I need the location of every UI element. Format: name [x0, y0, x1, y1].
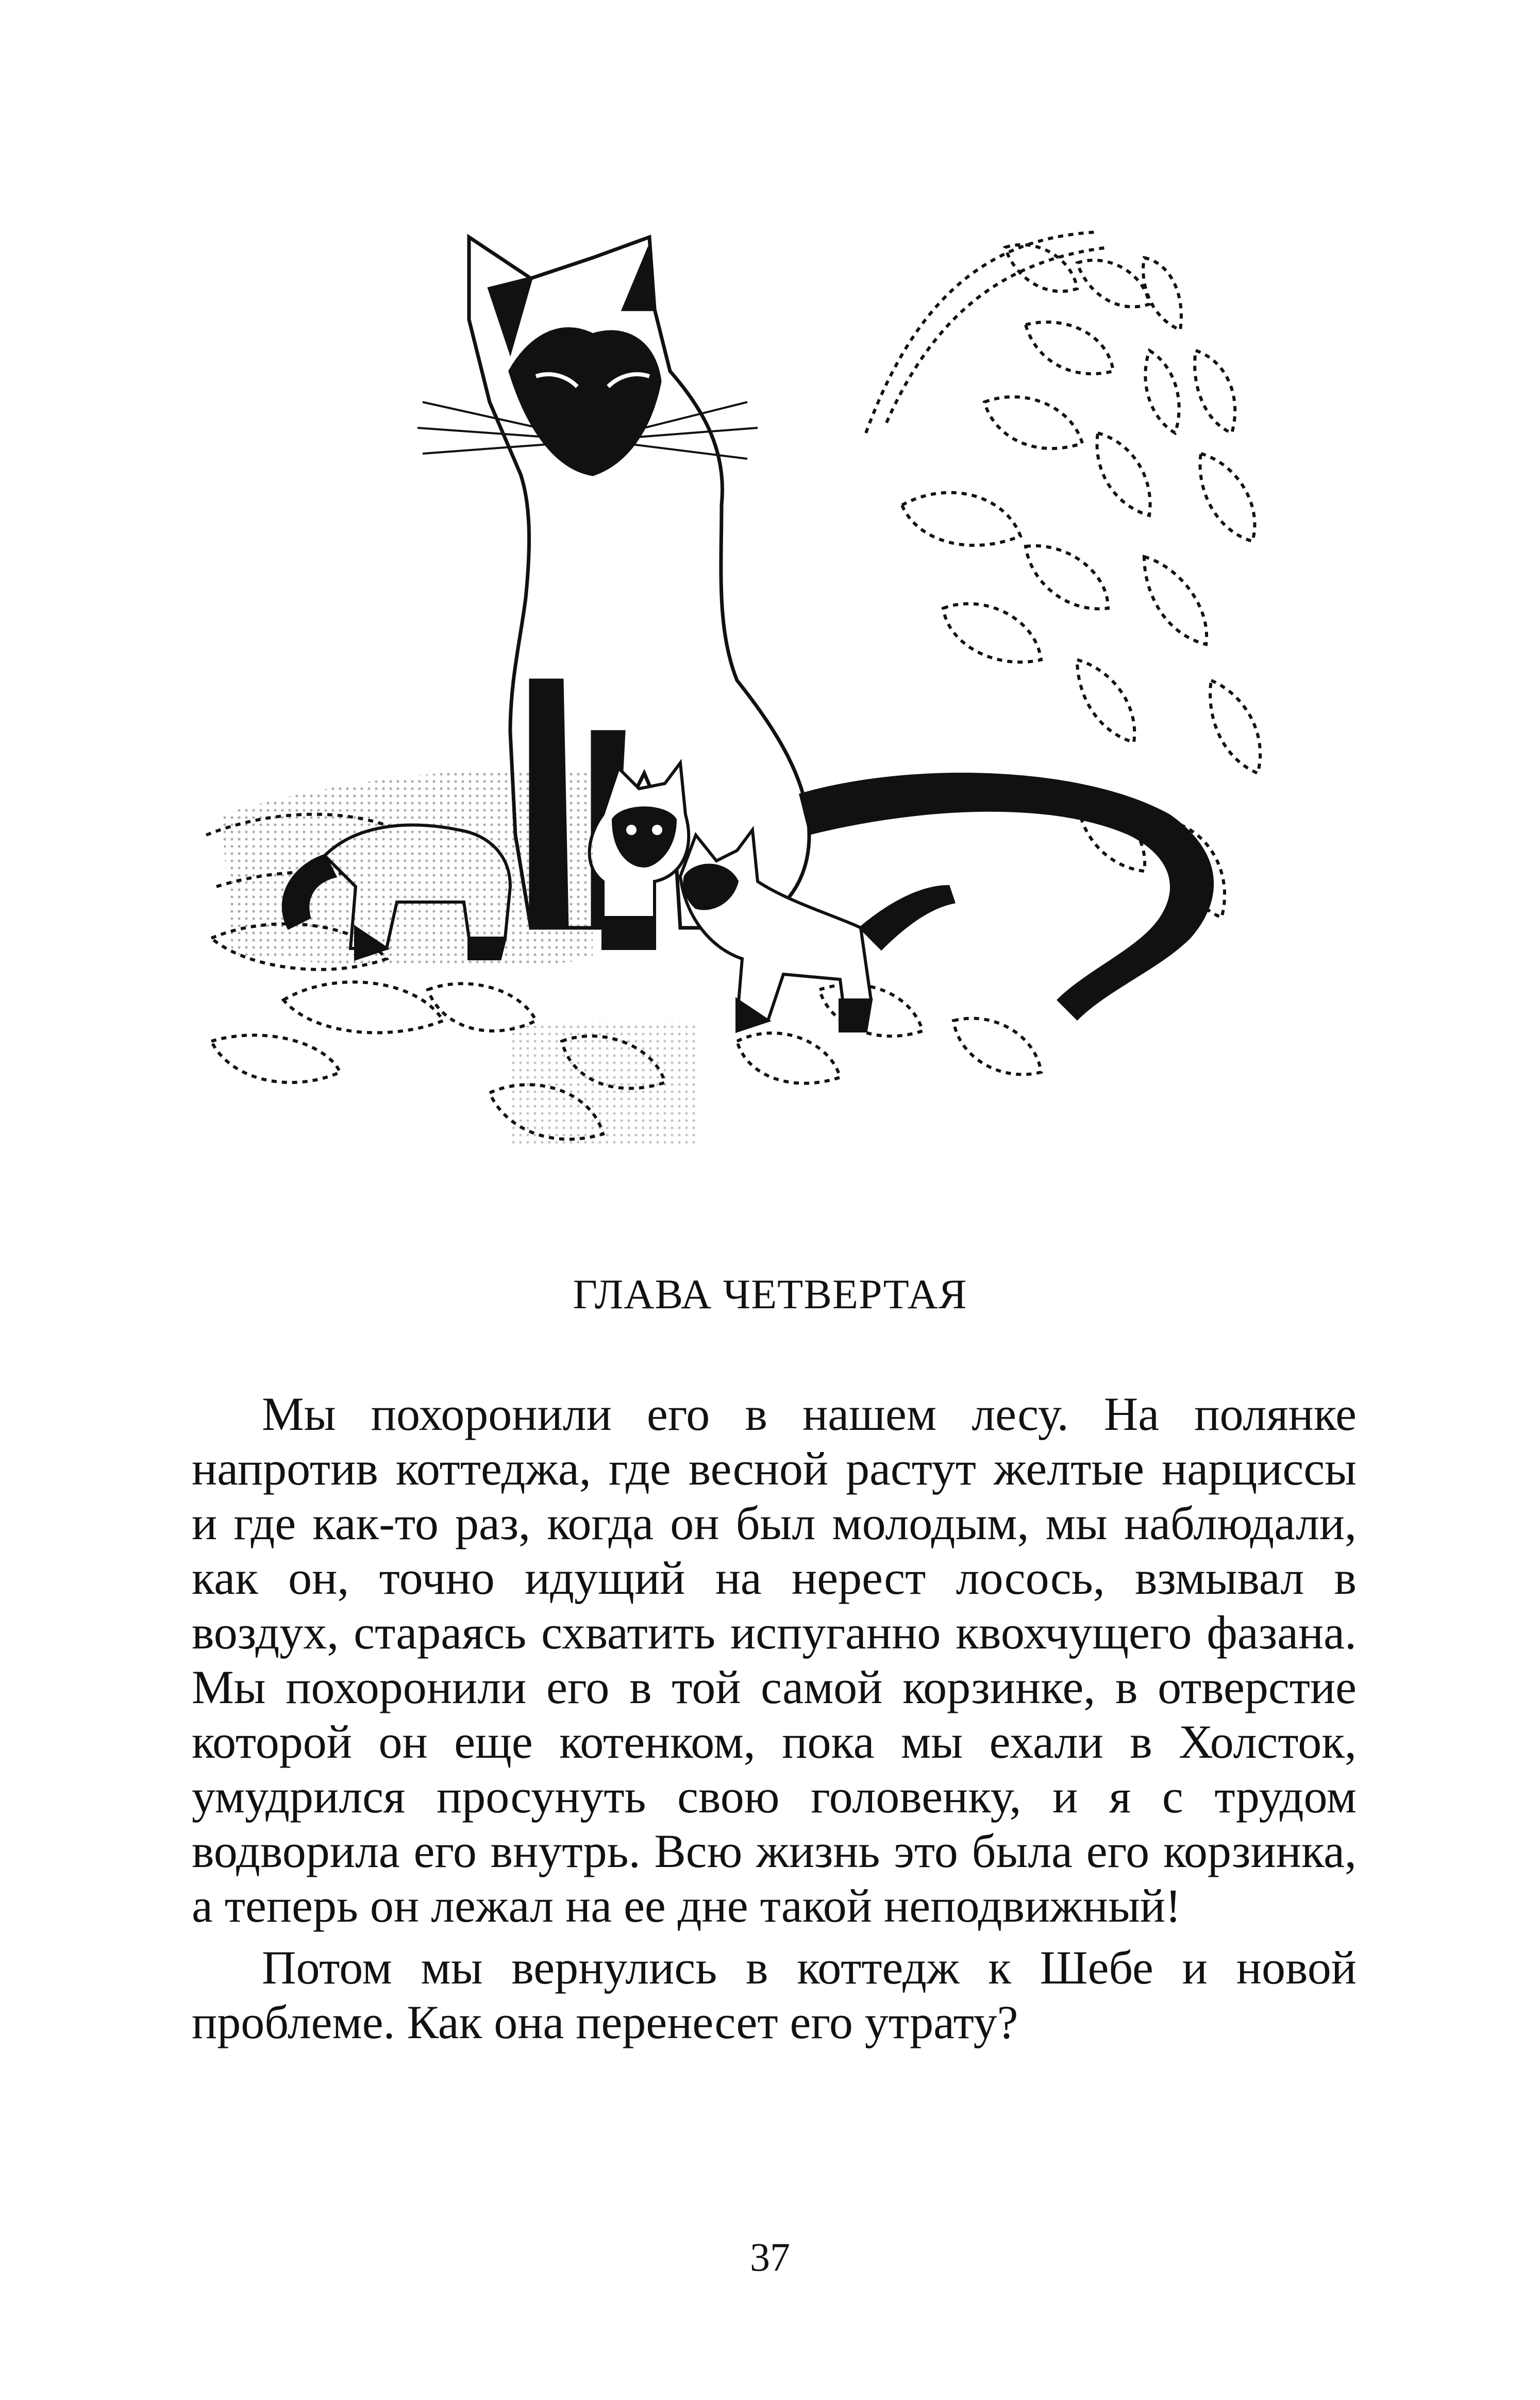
chapter-illustration — [201, 216, 1345, 1160]
dotted-cushion — [222, 770, 593, 968]
kitten-right — [680, 830, 953, 1031]
chapter-title: ГЛАВА ЧЕТВЕРТАЯ — [573, 1271, 967, 1318]
paragraph: Потом мы вернулись в коттедж к Шебе и новой проблеме. Как она перенесет его утрату? — [192, 1941, 1357, 2048]
body-text — [192, 1387, 1357, 2049]
paragraph: Мы похоронили его в нашем лесу. На полянке напротив коттеджа, где весной растут желтые нарциссы и где как-то раз, когда он был молодым, мы наблюдали, как он, точно идущий на нерест лосось, взмывал в воздух, стараясь схватить испуганно квохчущего фазана. Мы похоронили его в той самой корзинке, в отверстие которой он еще котенком, пока мы ехали в Холсток, умудрился просунуть свою головенку, и я с трудом водворила его внутрь. Всю жизнь это была его корзинка, а теперь он лежал на ее дне такой неподвижный! — [192, 1388, 1357, 1932]
siamese-cat-with-kittens-drawing — [201, 216, 1345, 1160]
page-number: 37 — [750, 2235, 790, 2279]
dotted-ground-patch — [510, 1021, 696, 1144]
